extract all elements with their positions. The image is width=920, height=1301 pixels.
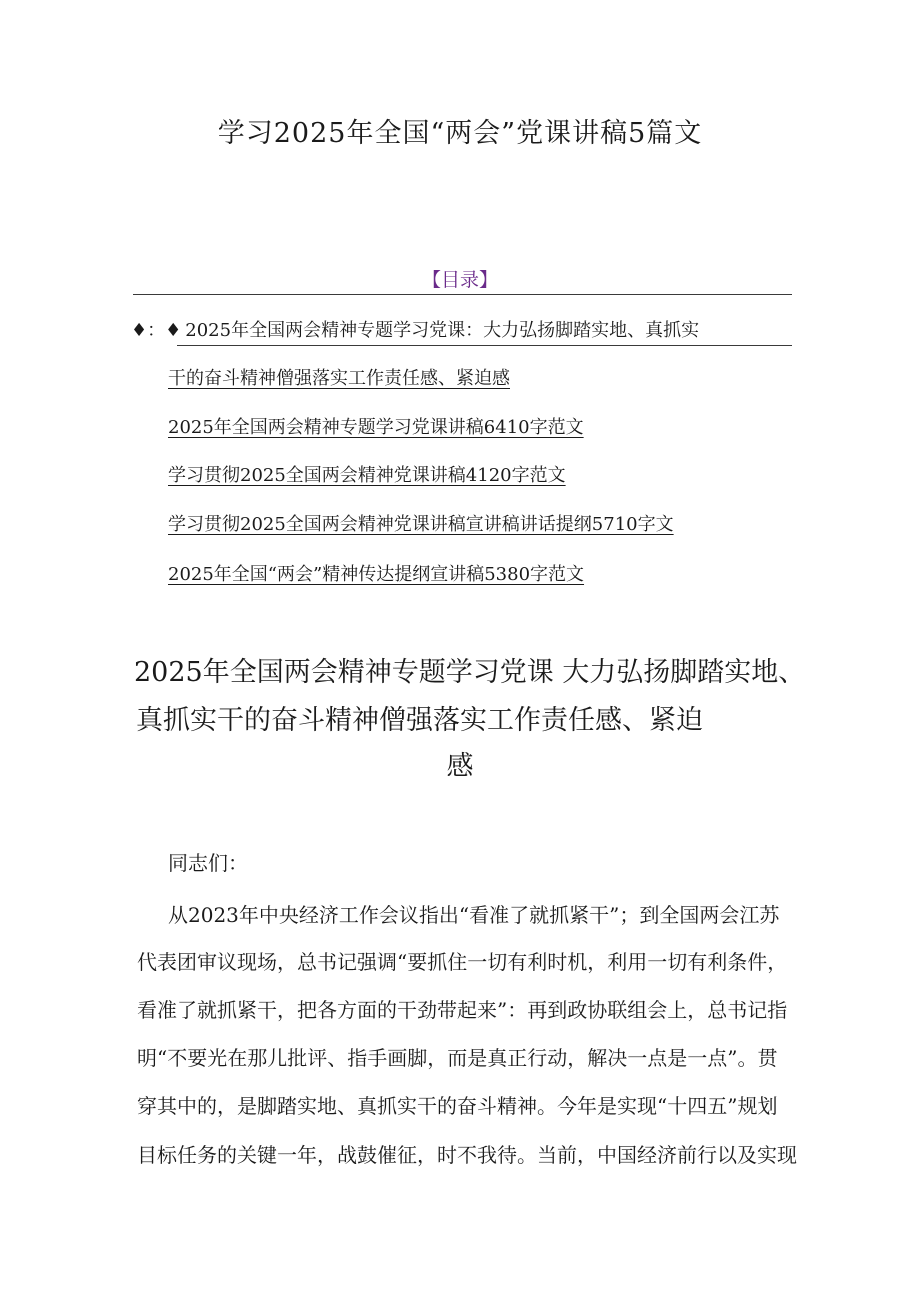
toc-item-3[interactable]: 学习贯彻2025全国两会精神党课讲稿4120字范文 [168,465,566,486]
toc-heading [0,266,920,294]
toc-open-bracket: 【 [421,269,441,291]
toc-divider [133,294,792,295]
toc-item-1[interactable] [131,316,699,346]
toc-item-4[interactable]: 学习贯彻2025全国两会精神党课讲稿宣讲稿讲话提纲5710字文 [168,514,674,535]
toc-label: 目录 [440,269,479,291]
section-title-line2: 真抓实干的奋斗精神僧强落实工作责任感、紧迫 [136,705,703,736]
body-line-5: 穿其中的，是脚踏实地、真抓实干的奋斗精神。今年是实现“十四五”规划 [137,1094,778,1118]
toc-item-5[interactable]: 2025年全国“两会”精神传达提纲宣讲稿5380字范文 [168,564,585,585]
diamond-bullet-icon: ♦：♦ [131,320,182,341]
toc-close-bracket: 】 [479,269,499,291]
body-line-1: 从2023年中央经济工作会议指出“看准了就抓紧干”；到全国两会江苏 [168,903,780,927]
section-title-line1: 2025年全国两会精神专题学习党课 大力弘扬脚踏实地、 [134,657,806,688]
section-title-line3: 感 [446,751,474,782]
body-line-2: 代表团审议现场，总书记强调“要抓住一切有利时机，利用一切有利条件， [137,950,788,974]
toc-item-1-underline [177,345,792,346]
body-line-6: 目标任务的关键一年，战鼓催征，时不我待。当前，中国经济前行以及实现 [137,1143,797,1167]
document-title: 学习2025年全国“两会”党课讲稿5篇文 [217,118,703,149]
body-line-3: 看准了就抓紧干，把各方面的干劲带起来”：再到政协联组会上，总书记指 [137,998,788,1022]
toc-item-2[interactable]: 2025年全国两会精神专题学习党课讲稿6410字范文 [168,417,584,438]
toc-item-1-line2[interactable]: 干的奋斗精神僧强落实工作责任感、紧迫感 [168,368,510,389]
salutation: 同志们： [168,851,248,875]
toc-item-1-line1[interactable]: 2025年全国两会精神专题学习党课：大力弘扬脚踏实地、真抓实 [185,320,700,341]
body-line-4: 明“不要光在那儿批评、指手画脚，而是真正行动，解决一点是一点”。贯 [137,1046,778,1070]
